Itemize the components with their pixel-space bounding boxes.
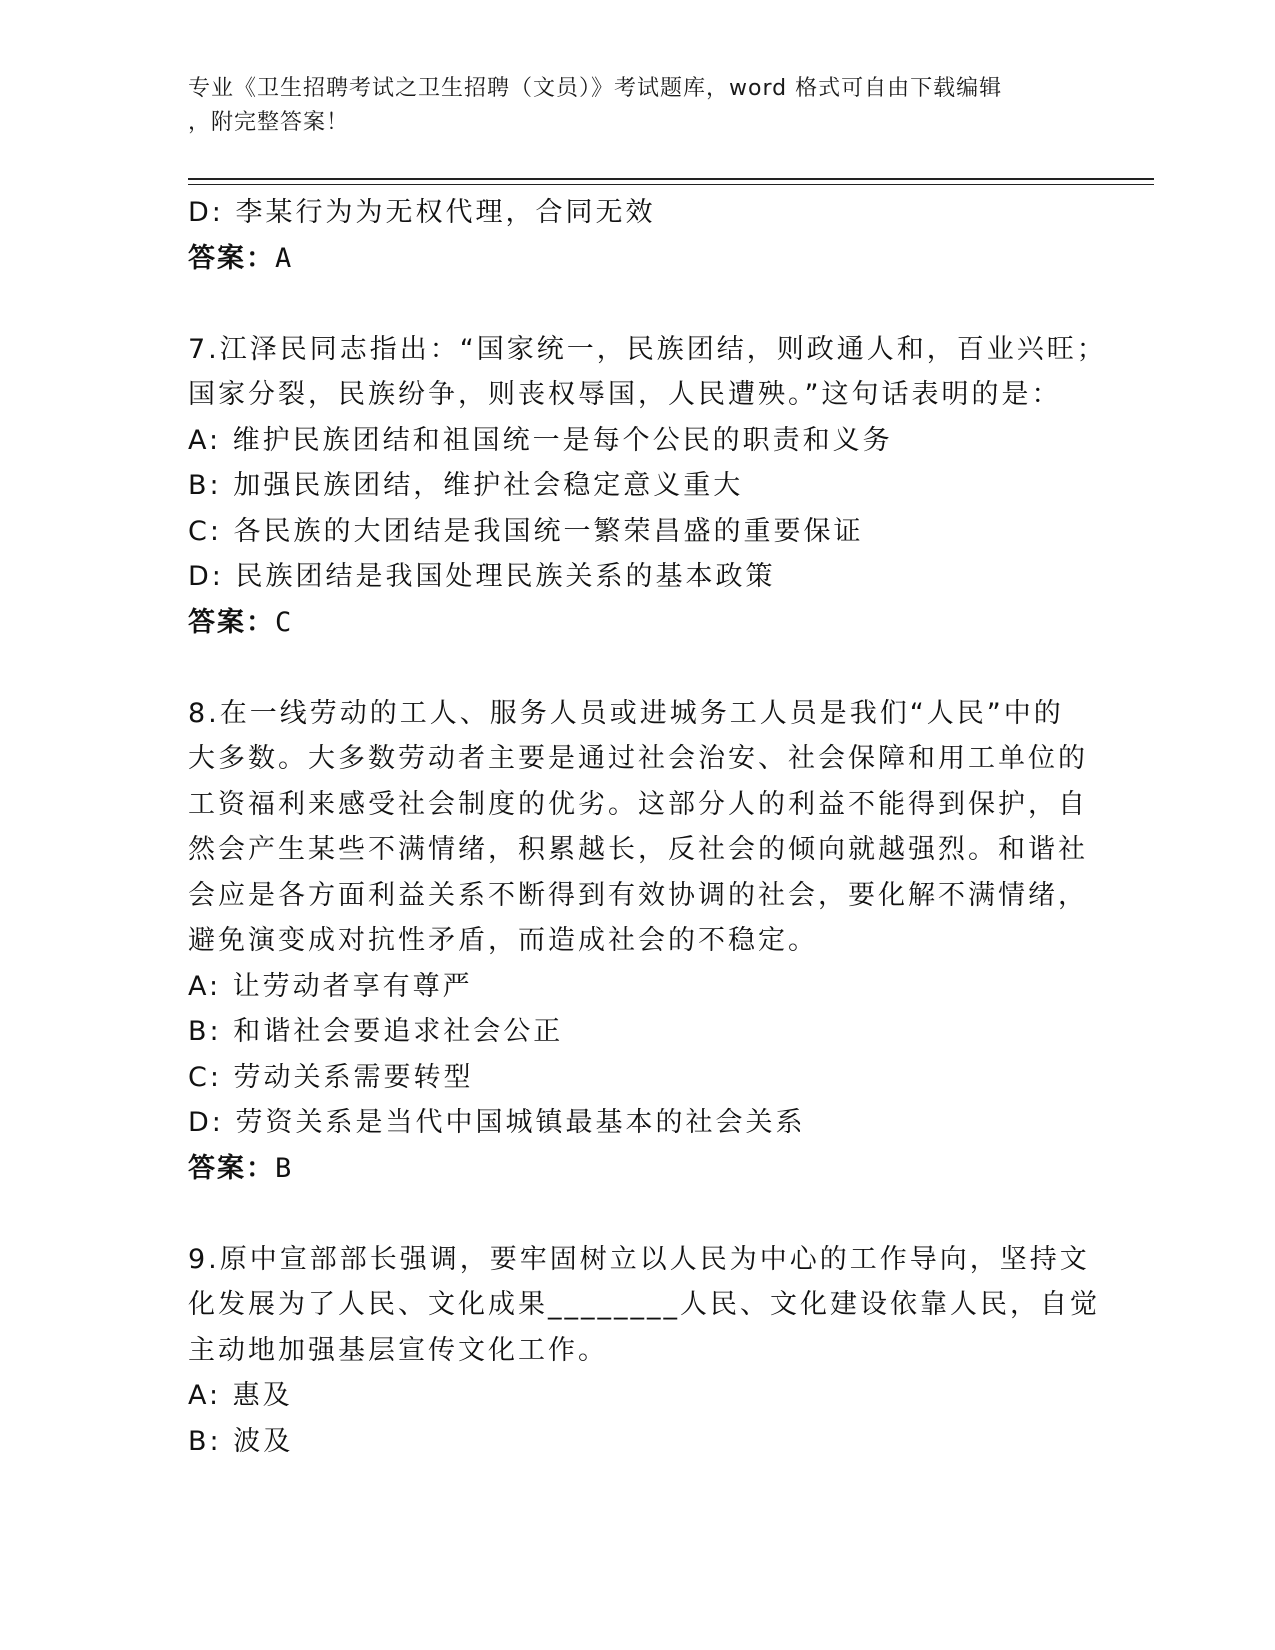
option-b: B: 和谐社会要追求社会公正 (188, 1016, 564, 1047)
option-a: A: 惠及 (188, 1380, 293, 1411)
option-c: C: 各民族的大团结是我国统一繁荣昌盛的重要保证 (188, 515, 864, 547)
answer-value: A (275, 242, 294, 274)
spacer (188, 281, 1088, 327)
spacer (188, 645, 1088, 691)
question-list (188, 190, 1107, 1464)
answer-label: 答案： (188, 242, 275, 274)
document-header (188, 72, 1088, 140)
option-b: B: 波及 (188, 1425, 294, 1457)
option-d: D: 李某行为为无权代理，合同无效 (188, 197, 656, 228)
answer-value: B (275, 1152, 294, 1184)
question-6-tail (188, 190, 1088, 281)
option-d: D: 劳资关系是当代中国城镇最基本的社会关系 (188, 1107, 806, 1138)
header-title-line-1: 专业《卫生招聘考试之卫生招聘（文员）》考试题库，word 格式可自由下载编辑 (188, 76, 1003, 101)
question-text-line: 避免演变成对抗性矛盾，而造成社会的不稳定。 (188, 925, 818, 956)
question-text-line: 工资福利来感受社会制度的优劣。这部分人的利益不能得到保护，自 (188, 788, 1088, 820)
option-b: B: 加强民族团结，维护社会稳定意义重大 (188, 470, 744, 501)
header-divider-thin (188, 184, 1154, 185)
question-7 (188, 327, 1107, 646)
option-c: C: 劳动关系需要转型 (188, 1061, 474, 1093)
question-text-line: 国家分裂，民族纷争，则丧权辱国，人民遭殃。”这句话表明的是： (188, 379, 1062, 410)
option-d: D: 民族团结是我国处理民族关系的基本政策 (188, 561, 776, 592)
question-text-line: 主动地加强基层宣传文化工作。 (188, 1334, 608, 1366)
question-text-line: 7.江泽民同志指出：“国家统一，民族团结，则政通人和，百业兴旺； (188, 333, 1107, 365)
question-text-line: 大多数。大多数劳动者主要是通过社会治安、社会保障和用工单位的 (188, 743, 1088, 774)
answer-line (188, 1146, 1088, 1192)
question-8 (188, 691, 1088, 1192)
question-text-line: 化发展为了人民、文化成果________人民、文化建设依靠人民，自觉 (188, 1289, 1100, 1320)
answer-line (188, 600, 1088, 646)
question-9 (188, 1237, 1100, 1465)
header-divider-thick (188, 178, 1154, 180)
header-title-line-2: ，附完整答案！ (188, 110, 350, 135)
question-text-line: 9.原中宣部部长强调，要牢固树立以人民为中心的工作导向，坚持文 (188, 1243, 1090, 1275)
answer-value: C (275, 606, 294, 638)
answer-label: 答案： (188, 1152, 275, 1184)
option-a: A: 让劳动者享有尊严 (188, 970, 473, 1002)
spacer (188, 1191, 1088, 1237)
question-text-line: 8.在一线劳动的工人、服务人员或进城务工人员是我们“人民”中的 (188, 697, 1064, 729)
answer-line (188, 236, 1088, 282)
option-a: A: 维护民族团结和祖国统一是每个公民的职责和义务 (188, 424, 893, 456)
answer-label: 答案： (188, 606, 275, 638)
question-text-line: 然会产生某些不满情绪，积累越长，反社会的倾向就越强烈。和谐社 (188, 834, 1088, 865)
question-text-line: 会应是各方面利益关系不断得到有效协调的社会，要化解不满情绪， (188, 879, 1088, 911)
